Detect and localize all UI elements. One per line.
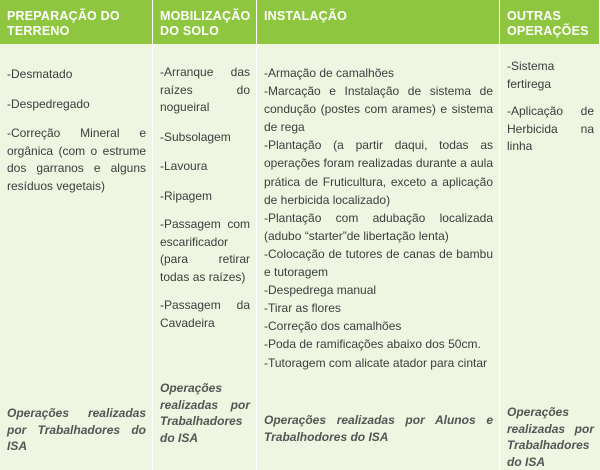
list-item: -Tutoragem com alicate atador para cintar: [264, 355, 487, 370]
list-item: -Armação de camalhões: [264, 66, 395, 80]
list-item: -Colocação de tutores de canas de bambu e tutoragem: [264, 246, 493, 280]
list-item: -Sistema fertirega: [507, 59, 555, 91]
list-item: -Marcação e Instalação de sistema de condução (postes com arames) e sistema de rega: [264, 84, 493, 135]
column-outras-operacoes: [500, 44, 600, 470]
column-instalacao: [257, 44, 500, 470]
list-item: -Plantação com adubação localizada (adubo “starter”de libertação lenta): [264, 210, 493, 243]
list-item: -Arranque das raízes do nogueiral: [160, 65, 250, 114]
list-item: -Correção Mineral e orgânica (com o estrume dos garranos e alguns resíduos vegetais): [7, 126, 146, 193]
header-outras-operacoes: OUTRAS OPERAÇÕES: [500, 0, 600, 44]
list-item: -Aplicação de Herbicida na linha: [507, 104, 594, 153]
column-preparacao-terreno: [0, 44, 153, 470]
header-preparacao-terreno: PREPARAÇÃO DO TERRENO: [0, 0, 153, 44]
list-item: -Despedrega manual: [264, 283, 377, 298]
list-item: -Ripagem: [160, 188, 213, 203]
list-item: -Passagem com escarificador (para retirar todas as raízes): [160, 217, 250, 284]
list-item: -Correção dos camalhões: [264, 319, 402, 334]
header-instalacao: INSTALAÇÃO: [257, 0, 500, 44]
column-mobilizacao-solo: [153, 44, 257, 470]
list-item: -Poda de ramificações abaixo dos 50cm.: [264, 337, 481, 352]
column-footer: Operações realizadas por Trabalhadores do ISA: [160, 381, 250, 445]
list-item: -Plantação (a partir daqui, todas as operações foram realizadas durante a aula prática de Fruticultura, exceto a aplicação de herbicida localizado): [264, 138, 493, 207]
header-mobilizacao-solo: MOBILIZAÇÃO DO SOLO: [153, 0, 257, 44]
list-item: -Lavoura: [160, 159, 208, 173]
column-footer: Operações realizadas por Alunos e Trabalhodores do ISA: [264, 413, 493, 444]
list-item: -Subsolagem: [160, 129, 231, 144]
column-footer: Operações realizadas por Trabalhadores do ISA: [7, 406, 146, 453]
list-item: -Desmatado: [7, 67, 73, 81]
list-item: -Despedregado: [7, 96, 90, 111]
list-item: -Tirar as flores: [264, 301, 341, 316]
column-footer: Operações realizadas por Trabalhadores do ISA: [507, 405, 594, 469]
list-item: -Passagem da Cavadeira: [160, 298, 250, 330]
